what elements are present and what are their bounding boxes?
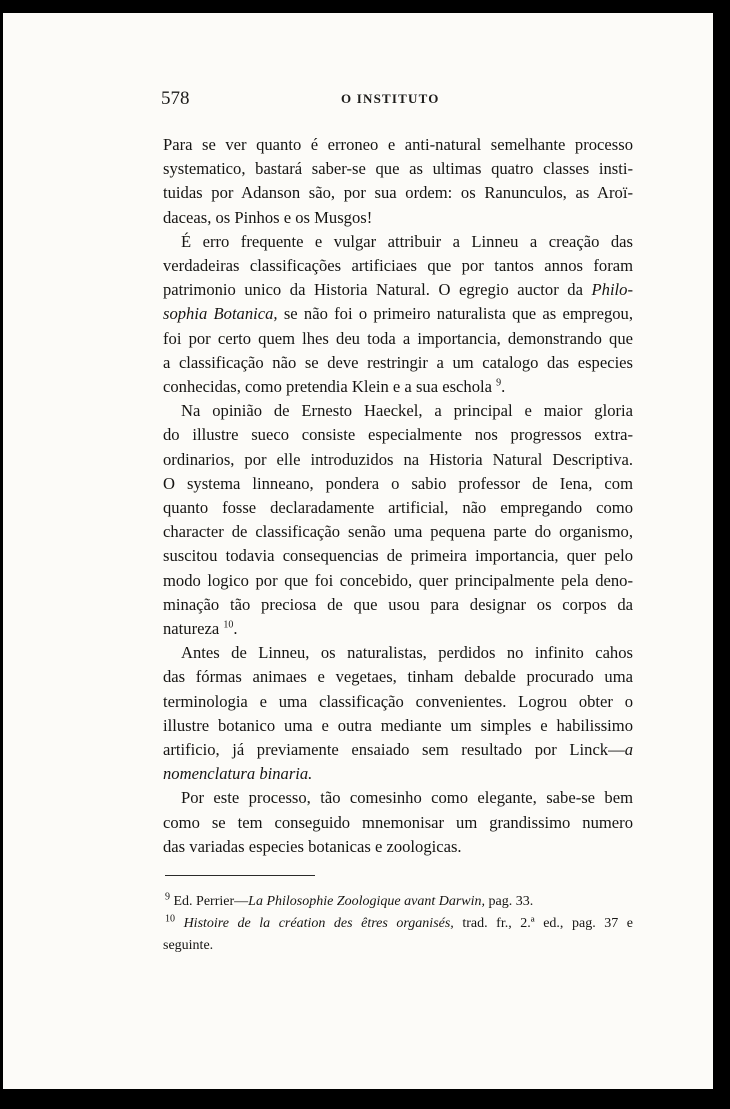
text-line: suscitou todavia consequencias de primeira importancia, quer pelo [163,546,633,566]
scan-border [713,0,730,1109]
paragraph-1 [163,133,633,230]
text-line: tuidas por Adanson são, por sua ordem: os Ranunculos, as Aroï- [163,183,633,203]
footnote-ref: 9 [496,377,502,389]
text-line [163,617,633,641]
text-line: das variadas especies botanicas e zoologicas. [163,836,462,856]
text-line: Para se ver quanto é erroneo e anti-natural semelhante processo [163,135,633,154]
text-line: Por este processo, tão comesinho como elegante, sabe-se bem [181,788,633,808]
text-line: character de classificação senão uma pequena parte do organismo, [163,522,633,542]
text-run [175,916,184,931]
footnote-10 [163,913,633,957]
text-line: O systema linneano, pondera o sabio professor de Iena, com [163,473,633,493]
text-line: nomenclatura binaria. [163,764,313,784]
text-line [163,375,633,399]
footnote-mark: 9 [165,891,170,903]
text-run: trad. fr., 2.ª ed., pag. 37 e [453,916,634,931]
text-line [163,302,633,326]
text-line [163,738,633,762]
text-line: minação tão preciosa de que usou para designar os corpos da [163,594,633,614]
text-run: artificio, já previamente ensaiado sem resultado por Linck— [163,740,625,760]
text-line: foi por certo quem lhes deu toda a importancia, demonstrando que [163,328,633,348]
text-line: quanto fosse declaradamente artificial, não empregando como [163,498,633,518]
paragraph-2 [163,230,633,399]
footnotes [163,891,633,957]
text-run: patrimonio unico da Historia Natural. O egregio auctor da [163,280,592,300]
text-line: como se tem conseguido mnemonisar um grandissimo numero [163,812,633,832]
text-run: . [501,377,506,397]
text-line: ordinarios, por elle introduzidos na Historia Natural Descriptiva. [163,449,633,469]
running-title: O INSTITUTO [341,91,440,106]
italic-term: a [624,740,633,760]
footnote-divider [165,875,315,876]
text-run: conhecidas, como pretendia Klein e a sua eschola [163,377,497,397]
text-line: Antes de Linneu, os naturalistas, perdidos no infinito cahos [181,643,633,663]
paragraph-4 [163,641,633,786]
text-line [163,278,633,302]
footnote-line: seguinte. [163,938,214,953]
book-page [3,13,713,1089]
text-run: se não foi o primeiro naturalista que as empregou, [277,304,633,324]
footnote-line [163,913,633,935]
text-line: Na opinião de Ernesto Haeckel, a principal e maior gloria [181,401,633,421]
text-line: illustre botanico uma e outra mediante um simples e habilissimo [163,715,633,735]
text-line: terminologia e uma classificação convenientes. Logrou obter o [163,691,633,711]
text-line: É erro frequente e vulgar attribuir a Linneu a creação das [181,231,633,251]
text-line: modo logico por que foi concebido, quer principalmente pela deno- [163,570,633,590]
text-line: do illustre sueco consiste especialmente nos progressos extra- [163,425,633,445]
italic-title: Histoire de la création des êtres organisés, [183,916,454,931]
italic-title: La Philosophie Zoologique avant Darwin, [248,894,485,909]
text-run: natureza [163,619,224,639]
body-text [163,133,633,859]
text-line: das fórmas animaes e vegetaes, tinham debalde procurado uma [163,667,633,687]
italic-title: sophia Botanica, [163,304,278,324]
text-run: . [233,619,238,639]
footnote-line [163,891,633,913]
text-line: verdadeiras classificações artificiaes que por tantos annos foram [163,256,633,276]
footnote-9 [163,891,633,913]
paragraph-5 [163,786,633,859]
footnote-ref: 10 [223,619,234,631]
text-line: a classificação não se deve restringir a um catalogo das especies [163,352,633,372]
text-run: Ed. Perrier— [170,894,249,909]
paragraph-3 [163,399,633,641]
text-line: daceas, os Pinhos e os Musgos! [163,207,373,227]
text-line: systematico, bastará saber-se que as ultimas quatro classes insti- [163,159,633,179]
page-header [3,88,713,112]
text-run: pag. 33. [485,894,534,909]
footnote-mark: 10 [165,913,175,925]
italic-title: Philo- [591,280,633,300]
page-number: 578 [161,88,190,109]
